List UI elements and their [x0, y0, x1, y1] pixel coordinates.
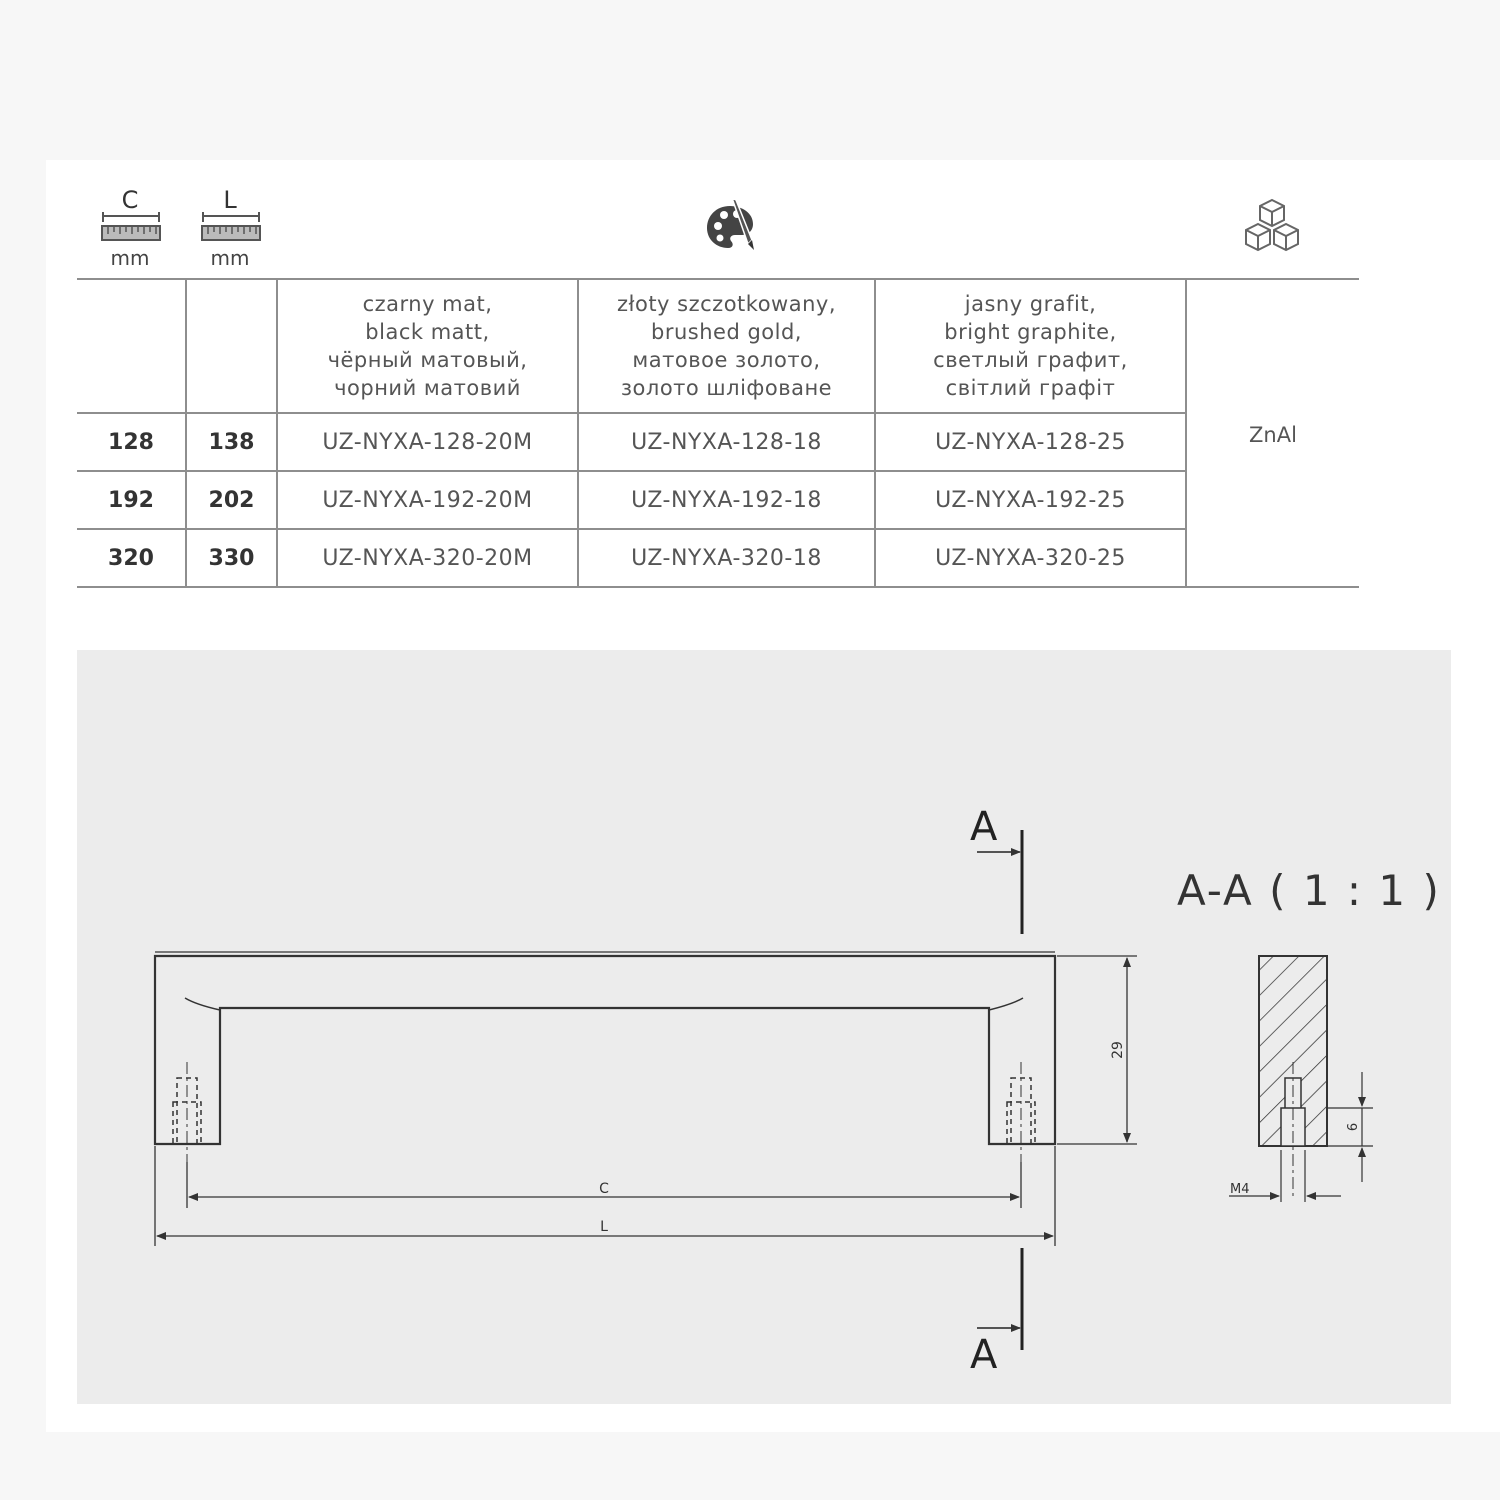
dim-l-unit: mm	[210, 246, 250, 270]
cell-l: 202	[186, 471, 277, 529]
cell-material	[1186, 413, 1359, 587]
cell-code-black: UZ-NYXA-192-20M	[277, 471, 578, 529]
table-header-row	[77, 279, 1359, 413]
table-row	[77, 529, 1359, 587]
cell-code-graphite: UZ-NYXA-192-25	[875, 471, 1186, 529]
dim-l-label: L	[600, 1219, 608, 1235]
finish-header-graphite: jasny grafit, bright graphite, светлый графит, світлий графіт	[875, 279, 1186, 413]
technical-drawing	[77, 650, 1451, 1404]
ruler-icon	[200, 212, 262, 246]
dim-c-unit: mm	[110, 246, 150, 270]
table-row	[77, 413, 1359, 471]
finish-header-black: czarny mat, black matt, чёрный матовый, чорний матовий	[277, 279, 578, 413]
cell-c: 320	[77, 529, 186, 587]
dim-depth-label: 6	[1346, 1122, 1361, 1132]
cell-code-gold: UZ-NYXA-320-18	[578, 529, 875, 587]
cell-code-gold: UZ-NYXA-192-18	[578, 471, 875, 529]
cell-l: 138	[186, 413, 277, 471]
dim-height-label: 29	[1110, 1041, 1126, 1059]
section-title: A-A ( 1 : 1 )	[1177, 866, 1441, 915]
section-marker-top: A	[970, 804, 998, 850]
finish-header-gold: złoty szczotkowany, brushed gold, матовое золото, золото шліфоване	[578, 279, 875, 413]
dim-l-letter: L	[223, 186, 237, 214]
cell-c: 192	[77, 471, 186, 529]
header-c-cell	[77, 279, 186, 413]
header-l-cell	[186, 279, 277, 413]
cell-code-gold: UZ-NYXA-128-18	[578, 413, 875, 471]
cell-code-graphite: UZ-NYXA-320-25	[875, 529, 1186, 587]
handle-outline	[155, 952, 1055, 1144]
cell-code-black: UZ-NYXA-320-20M	[277, 529, 578, 587]
section-view	[1229, 956, 1373, 1202]
dim-c-label: C	[599, 1181, 609, 1197]
dim-c-letter: C	[121, 186, 139, 214]
ruler-icon	[100, 212, 162, 246]
cell-code-graphite: UZ-NYXA-128-25	[875, 413, 1186, 471]
cell-code-black: UZ-NYXA-128-20M	[277, 413, 578, 471]
palette-icon	[704, 200, 756, 252]
section-marker-bottom: A	[970, 1332, 998, 1378]
dim-thread-label: M4	[1230, 1182, 1250, 1197]
spec-table	[77, 278, 1359, 588]
cell-l: 330	[186, 529, 277, 587]
screw-holes	[173, 1078, 1035, 1144]
material-header-cell	[1186, 279, 1359, 413]
cubes-icon	[1240, 198, 1304, 256]
table-row	[77, 471, 1359, 529]
handle-drawing-svg	[77, 650, 1451, 1404]
cell-c: 128	[77, 413, 186, 471]
material-text: ZnAl	[1249, 423, 1297, 447]
